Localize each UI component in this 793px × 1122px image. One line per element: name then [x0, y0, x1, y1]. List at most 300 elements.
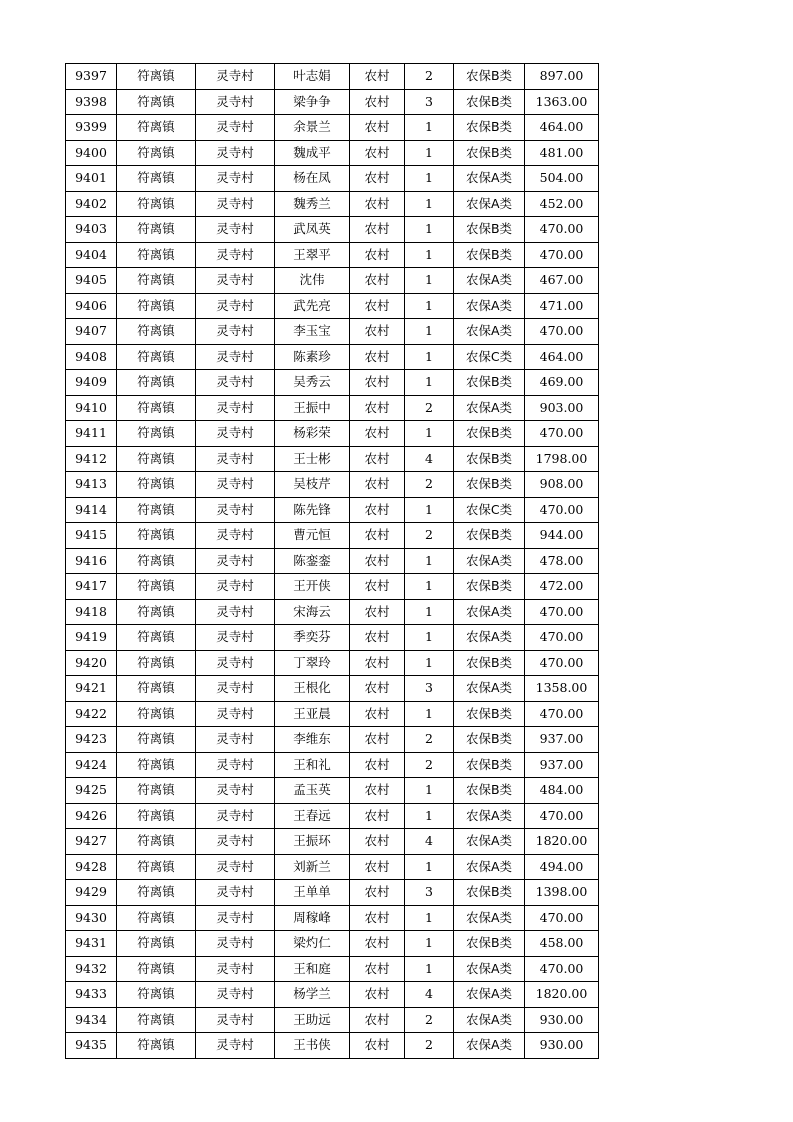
cell-village: 灵寺村 — [196, 497, 275, 523]
cell-count: 1 — [405, 166, 454, 192]
cell-name: 王士彬 — [275, 446, 350, 472]
cell-category: 农保A类 — [454, 548, 525, 574]
cell-count: 2 — [405, 472, 454, 498]
cell-count: 1 — [405, 905, 454, 931]
cell-amount: 470.00 — [525, 319, 599, 345]
cell-name: 杨彩荣 — [275, 421, 350, 447]
table-row — [66, 140, 599, 166]
cell-village: 灵寺村 — [196, 140, 275, 166]
cell-town: 符离镇 — [117, 472, 196, 498]
cell-category: 农保A类 — [454, 956, 525, 982]
cell-category: 农保A类 — [454, 829, 525, 855]
cell-amount: 937.00 — [525, 727, 599, 753]
cell-category: 农保A类 — [454, 293, 525, 319]
cell-type: 农村 — [350, 242, 405, 268]
cell-category: 农保A类 — [454, 676, 525, 702]
cell-village: 灵寺村 — [196, 548, 275, 574]
cell-town: 符离镇 — [117, 931, 196, 957]
cell-name: 王根化 — [275, 676, 350, 702]
cell-category: 农保A类 — [454, 166, 525, 192]
cell-id: 9428 — [66, 854, 117, 880]
cell-id: 9423 — [66, 727, 117, 753]
cell-count: 1 — [405, 701, 454, 727]
cell-name: 孟玉英 — [275, 778, 350, 804]
cell-village: 灵寺村 — [196, 880, 275, 906]
cell-type: 农村 — [350, 982, 405, 1008]
cell-type: 农村 — [350, 905, 405, 931]
cell-id: 9399 — [66, 115, 117, 141]
cell-type: 农村 — [350, 446, 405, 472]
cell-town: 符离镇 — [117, 701, 196, 727]
cell-count: 1 — [405, 115, 454, 141]
cell-id: 9398 — [66, 89, 117, 115]
cell-village: 灵寺村 — [196, 778, 275, 804]
cell-category: 农保A类 — [454, 982, 525, 1008]
cell-type: 农村 — [350, 89, 405, 115]
cell-count: 1 — [405, 956, 454, 982]
cell-type: 农村 — [350, 625, 405, 651]
cell-town: 符离镇 — [117, 676, 196, 702]
cell-town: 符离镇 — [117, 956, 196, 982]
cell-count: 2 — [405, 1007, 454, 1033]
cell-town: 符离镇 — [117, 574, 196, 600]
table-row — [66, 752, 599, 778]
cell-town: 符离镇 — [117, 370, 196, 396]
cell-name: 陈先锋 — [275, 497, 350, 523]
cell-type: 农村 — [350, 319, 405, 345]
cell-id: 9397 — [66, 64, 117, 90]
cell-amount: 1820.00 — [525, 829, 599, 855]
cell-count: 1 — [405, 854, 454, 880]
cell-category: 农保B类 — [454, 421, 525, 447]
cell-name: 武先亮 — [275, 293, 350, 319]
cell-category: 农保C类 — [454, 344, 525, 370]
cell-town: 符离镇 — [117, 140, 196, 166]
subsidy-table-wrapper — [65, 63, 599, 1059]
cell-town: 符离镇 — [117, 982, 196, 1008]
table-row — [66, 268, 599, 294]
table-row — [66, 1007, 599, 1033]
table-row — [66, 64, 599, 90]
cell-type: 农村 — [350, 472, 405, 498]
cell-id: 9432 — [66, 956, 117, 982]
cell-category: 农保C类 — [454, 497, 525, 523]
cell-amount: 908.00 — [525, 472, 599, 498]
cell-count: 4 — [405, 829, 454, 855]
cell-name: 梁灼仁 — [275, 931, 350, 957]
table-row — [66, 115, 599, 141]
cell-count: 1 — [405, 778, 454, 804]
table-row — [66, 956, 599, 982]
cell-amount: 470.00 — [525, 650, 599, 676]
cell-amount: 470.00 — [525, 242, 599, 268]
cell-town: 符离镇 — [117, 89, 196, 115]
cell-id: 9408 — [66, 344, 117, 370]
cell-id: 9415 — [66, 523, 117, 549]
cell-type: 农村 — [350, 727, 405, 753]
cell-village: 灵寺村 — [196, 1007, 275, 1033]
cell-village: 灵寺村 — [196, 89, 275, 115]
cell-id: 9430 — [66, 905, 117, 931]
cell-amount: 484.00 — [525, 778, 599, 804]
cell-category: 农保A类 — [454, 905, 525, 931]
table-row — [66, 217, 599, 243]
cell-type: 农村 — [350, 166, 405, 192]
cell-count: 1 — [405, 268, 454, 294]
cell-village: 灵寺村 — [196, 1033, 275, 1059]
table-row — [66, 727, 599, 753]
cell-type: 农村 — [350, 956, 405, 982]
cell-village: 灵寺村 — [196, 166, 275, 192]
cell-amount: 470.00 — [525, 421, 599, 447]
table-row — [66, 523, 599, 549]
cell-town: 符离镇 — [117, 446, 196, 472]
cell-count: 2 — [405, 523, 454, 549]
cell-amount: 903.00 — [525, 395, 599, 421]
cell-name: 沈伟 — [275, 268, 350, 294]
cell-village: 灵寺村 — [196, 472, 275, 498]
cell-count: 1 — [405, 548, 454, 574]
cell-type: 农村 — [350, 931, 405, 957]
cell-count: 3 — [405, 880, 454, 906]
table-row — [66, 803, 599, 829]
cell-count: 2 — [405, 752, 454, 778]
cell-count: 3 — [405, 676, 454, 702]
cell-type: 农村 — [350, 752, 405, 778]
cell-town: 符离镇 — [117, 344, 196, 370]
cell-category: 农保A类 — [454, 599, 525, 625]
table-row — [66, 293, 599, 319]
cell-id: 9434 — [66, 1007, 117, 1033]
cell-type: 农村 — [350, 421, 405, 447]
cell-id: 9435 — [66, 1033, 117, 1059]
cell-amount: 469.00 — [525, 370, 599, 396]
cell-amount: 1358.00 — [525, 676, 599, 702]
cell-type: 农村 — [350, 140, 405, 166]
cell-count: 4 — [405, 982, 454, 1008]
cell-category: 农保A类 — [454, 854, 525, 880]
cell-type: 农村 — [350, 574, 405, 600]
cell-category: 农保B类 — [454, 778, 525, 804]
cell-name: 季奕芬 — [275, 625, 350, 651]
cell-category: 农保A类 — [454, 268, 525, 294]
cell-category: 农保B类 — [454, 140, 525, 166]
cell-amount: 930.00 — [525, 1007, 599, 1033]
cell-town: 符离镇 — [117, 752, 196, 778]
cell-amount: 470.00 — [525, 701, 599, 727]
cell-name: 余景兰 — [275, 115, 350, 141]
table-row — [66, 599, 599, 625]
table-row — [66, 548, 599, 574]
cell-amount: 1798.00 — [525, 446, 599, 472]
cell-town: 符离镇 — [117, 727, 196, 753]
cell-type: 农村 — [350, 370, 405, 396]
cell-id: 9406 — [66, 293, 117, 319]
cell-amount: 478.00 — [525, 548, 599, 574]
table-row — [66, 319, 599, 345]
cell-name: 吴秀云 — [275, 370, 350, 396]
cell-id: 9417 — [66, 574, 117, 600]
cell-count: 1 — [405, 421, 454, 447]
cell-amount: 504.00 — [525, 166, 599, 192]
cell-village: 灵寺村 — [196, 854, 275, 880]
cell-village: 灵寺村 — [196, 64, 275, 90]
cell-town: 符离镇 — [117, 778, 196, 804]
table-row — [66, 89, 599, 115]
cell-village: 灵寺村 — [196, 625, 275, 651]
cell-type: 农村 — [350, 293, 405, 319]
cell-id: 9402 — [66, 191, 117, 217]
cell-amount: 470.00 — [525, 905, 599, 931]
cell-name: 王亚晨 — [275, 701, 350, 727]
table-row — [66, 1033, 599, 1059]
cell-village: 灵寺村 — [196, 319, 275, 345]
table-row — [66, 676, 599, 702]
cell-type: 农村 — [350, 701, 405, 727]
table-row — [66, 446, 599, 472]
cell-category: 农保B类 — [454, 752, 525, 778]
cell-count: 2 — [405, 1033, 454, 1059]
cell-village: 灵寺村 — [196, 829, 275, 855]
cell-id: 9411 — [66, 421, 117, 447]
cell-category: 农保A类 — [454, 1007, 525, 1033]
cell-type: 农村 — [350, 599, 405, 625]
cell-name: 王春远 — [275, 803, 350, 829]
cell-category: 农保B类 — [454, 89, 525, 115]
cell-town: 符离镇 — [117, 1007, 196, 1033]
cell-id: 9418 — [66, 599, 117, 625]
cell-category: 农保B类 — [454, 115, 525, 141]
cell-count: 1 — [405, 803, 454, 829]
cell-category: 农保B类 — [454, 64, 525, 90]
cell-village: 灵寺村 — [196, 931, 275, 957]
table-row — [66, 395, 599, 421]
cell-amount: 930.00 — [525, 1033, 599, 1059]
cell-town: 符离镇 — [117, 523, 196, 549]
cell-id: 9416 — [66, 548, 117, 574]
table-row — [66, 344, 599, 370]
cell-village: 灵寺村 — [196, 803, 275, 829]
cell-category: 农保A类 — [454, 191, 525, 217]
table-row — [66, 931, 599, 957]
cell-count: 2 — [405, 395, 454, 421]
cell-name: 王翠平 — [275, 242, 350, 268]
cell-count: 1 — [405, 140, 454, 166]
cell-town: 符离镇 — [117, 803, 196, 829]
cell-name: 李维东 — [275, 727, 350, 753]
cell-type: 农村 — [350, 650, 405, 676]
cell-amount: 470.00 — [525, 803, 599, 829]
cell-count: 1 — [405, 370, 454, 396]
cell-count: 2 — [405, 64, 454, 90]
table-row — [66, 905, 599, 931]
cell-town: 符离镇 — [117, 497, 196, 523]
cell-name: 王开侠 — [275, 574, 350, 600]
table-row — [66, 472, 599, 498]
cell-name: 武凤英 — [275, 217, 350, 243]
cell-type: 农村 — [350, 497, 405, 523]
cell-id: 9403 — [66, 217, 117, 243]
table-row — [66, 370, 599, 396]
cell-category: 农保B类 — [454, 523, 525, 549]
cell-amount: 452.00 — [525, 191, 599, 217]
cell-type: 农村 — [350, 803, 405, 829]
cell-village: 灵寺村 — [196, 727, 275, 753]
cell-type: 农村 — [350, 854, 405, 880]
cell-count: 1 — [405, 650, 454, 676]
cell-name: 陈素珍 — [275, 344, 350, 370]
cell-amount: 1398.00 — [525, 880, 599, 906]
cell-type: 农村 — [350, 523, 405, 549]
table-row — [66, 701, 599, 727]
cell-category: 农保A类 — [454, 625, 525, 651]
cell-count: 1 — [405, 625, 454, 651]
cell-name: 梁争争 — [275, 89, 350, 115]
cell-amount: 1363.00 — [525, 89, 599, 115]
cell-name: 宋海云 — [275, 599, 350, 625]
cell-type: 农村 — [350, 64, 405, 90]
table-row — [66, 166, 599, 192]
cell-amount: 470.00 — [525, 599, 599, 625]
cell-type: 农村 — [350, 268, 405, 294]
cell-id: 9409 — [66, 370, 117, 396]
cell-category: 农保B类 — [454, 242, 525, 268]
cell-count: 1 — [405, 217, 454, 243]
cell-village: 灵寺村 — [196, 115, 275, 141]
cell-name: 魏秀兰 — [275, 191, 350, 217]
cell-amount: 470.00 — [525, 625, 599, 651]
cell-id: 9412 — [66, 446, 117, 472]
table-row — [66, 880, 599, 906]
table-row — [66, 421, 599, 447]
cell-village: 灵寺村 — [196, 191, 275, 217]
cell-name: 王书侠 — [275, 1033, 350, 1059]
cell-type: 农村 — [350, 115, 405, 141]
cell-id: 9420 — [66, 650, 117, 676]
cell-id: 9431 — [66, 931, 117, 957]
cell-amount: 1820.00 — [525, 982, 599, 1008]
cell-id: 9433 — [66, 982, 117, 1008]
cell-village: 灵寺村 — [196, 446, 275, 472]
cell-type: 农村 — [350, 829, 405, 855]
cell-category: 农保B类 — [454, 217, 525, 243]
cell-id: 9413 — [66, 472, 117, 498]
cell-type: 农村 — [350, 778, 405, 804]
cell-town: 符离镇 — [117, 854, 196, 880]
cell-name: 丁翠玲 — [275, 650, 350, 676]
cell-count: 2 — [405, 727, 454, 753]
cell-village: 灵寺村 — [196, 242, 275, 268]
cell-village: 灵寺村 — [196, 650, 275, 676]
cell-id: 9429 — [66, 880, 117, 906]
cell-id: 9422 — [66, 701, 117, 727]
cell-town: 符离镇 — [117, 421, 196, 447]
cell-id: 9424 — [66, 752, 117, 778]
cell-town: 符离镇 — [117, 650, 196, 676]
cell-id: 9425 — [66, 778, 117, 804]
cell-village: 灵寺村 — [196, 905, 275, 931]
cell-town: 符离镇 — [117, 319, 196, 345]
cell-type: 农村 — [350, 1033, 405, 1059]
cell-name: 王单单 — [275, 880, 350, 906]
cell-village: 灵寺村 — [196, 344, 275, 370]
cell-category: 农保B类 — [454, 574, 525, 600]
cell-id: 9401 — [66, 166, 117, 192]
cell-town: 符离镇 — [117, 599, 196, 625]
cell-amount: 470.00 — [525, 217, 599, 243]
cell-village: 灵寺村 — [196, 701, 275, 727]
cell-amount: 464.00 — [525, 344, 599, 370]
cell-category: 农保A类 — [454, 803, 525, 829]
cell-town: 符离镇 — [117, 829, 196, 855]
cell-village: 灵寺村 — [196, 370, 275, 396]
cell-type: 农村 — [350, 880, 405, 906]
cell-town: 符离镇 — [117, 166, 196, 192]
table-row — [66, 574, 599, 600]
cell-amount: 471.00 — [525, 293, 599, 319]
cell-count: 1 — [405, 344, 454, 370]
subsidy-table — [65, 63, 599, 1059]
cell-id: 9407 — [66, 319, 117, 345]
cell-id: 9405 — [66, 268, 117, 294]
cell-village: 灵寺村 — [196, 574, 275, 600]
cell-name: 杨学兰 — [275, 982, 350, 1008]
cell-category: 农保A类 — [454, 319, 525, 345]
cell-name: 刘新兰 — [275, 854, 350, 880]
cell-village: 灵寺村 — [196, 982, 275, 1008]
cell-name: 杨在凤 — [275, 166, 350, 192]
cell-id: 9419 — [66, 625, 117, 651]
table-row — [66, 191, 599, 217]
cell-category: 农保B类 — [454, 727, 525, 753]
cell-type: 农村 — [350, 217, 405, 243]
cell-type: 农村 — [350, 395, 405, 421]
cell-id: 9414 — [66, 497, 117, 523]
cell-amount: 470.00 — [525, 497, 599, 523]
table-body — [66, 64, 599, 1059]
cell-count: 1 — [405, 191, 454, 217]
cell-category: 农保A类 — [454, 395, 525, 421]
table-row — [66, 829, 599, 855]
cell-type: 农村 — [350, 191, 405, 217]
table-row — [66, 854, 599, 880]
cell-village: 灵寺村 — [196, 395, 275, 421]
cell-village: 灵寺村 — [196, 676, 275, 702]
cell-village: 灵寺村 — [196, 421, 275, 447]
cell-village: 灵寺村 — [196, 956, 275, 982]
cell-id: 9421 — [66, 676, 117, 702]
cell-village: 灵寺村 — [196, 293, 275, 319]
cell-type: 农村 — [350, 676, 405, 702]
cell-count: 1 — [405, 599, 454, 625]
cell-name: 吴枝芹 — [275, 472, 350, 498]
cell-category: 农保A类 — [454, 1033, 525, 1059]
cell-town: 符离镇 — [117, 1033, 196, 1059]
cell-name: 魏成平 — [275, 140, 350, 166]
cell-town: 符离镇 — [117, 217, 196, 243]
cell-name: 王和礼 — [275, 752, 350, 778]
cell-town: 符离镇 — [117, 548, 196, 574]
cell-town: 符离镇 — [117, 268, 196, 294]
cell-amount: 494.00 — [525, 854, 599, 880]
cell-count: 1 — [405, 574, 454, 600]
cell-town: 符离镇 — [117, 625, 196, 651]
cell-name: 陈銮銮 — [275, 548, 350, 574]
cell-category: 农保B类 — [454, 880, 525, 906]
cell-amount: 897.00 — [525, 64, 599, 90]
cell-amount: 470.00 — [525, 956, 599, 982]
cell-name: 叶志娟 — [275, 64, 350, 90]
